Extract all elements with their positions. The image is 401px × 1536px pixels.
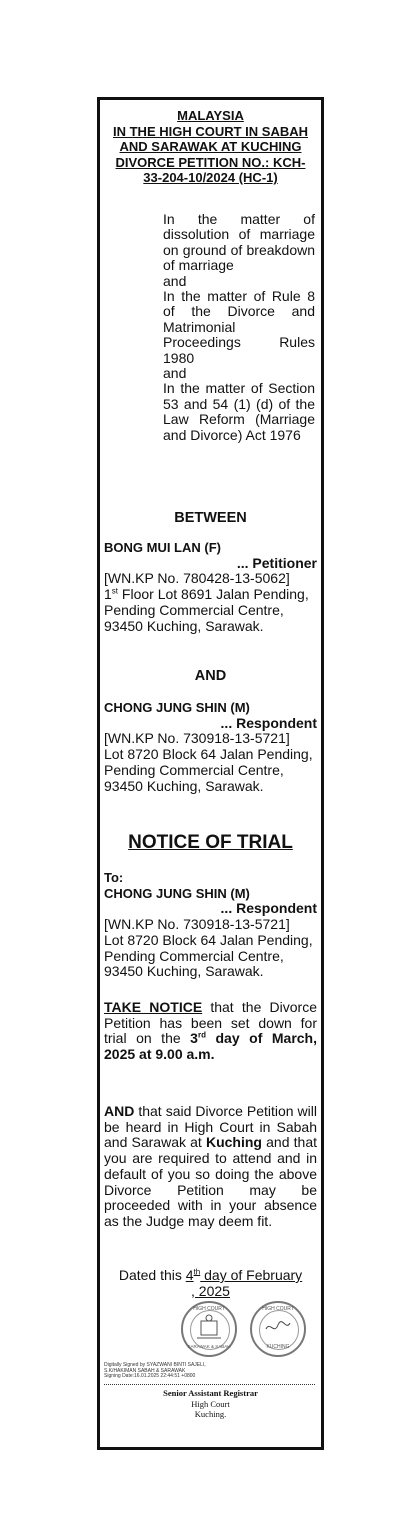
dated-line <box>104 1268 317 1299</box>
respondent-role: ... Respondent <box>220 714 317 731</box>
trial-date-sup: rd <box>197 1030 206 1040</box>
petitioner-name: BONG MUI LAN (F) <box>104 540 221 555</box>
header-line: IN THE HIGH COURT IN SABAH <box>113 123 308 139</box>
respondent-address-2: Pending Commercial Centre, <box>104 761 284 778</box>
petitioner-block <box>104 540 317 634</box>
matter-item: In the matter of Rule 8 of the Divorce and Matrimonial Proceedings Rules 1980 <box>163 288 315 366</box>
signatory-place: Kuching. <box>194 1409 227 1419</box>
and-that-paragraph <box>104 1104 317 1230</box>
addr-part: 1 <box>104 586 112 603</box>
header-line: DIVORCE PETITION NO.: KCH- <box>115 154 306 170</box>
signatory-block <box>104 1388 317 1420</box>
signatory-title: Senior Assistant Registrar <box>163 1388 258 1398</box>
to-label: To: <box>104 870 124 885</box>
and-that-lead: AND <box>104 1103 135 1119</box>
respondent-address-1: Lot 8720 Block 64 Jalan Pending, <box>104 746 313 763</box>
petitioner-role: ... Petitioner <box>236 554 317 571</box>
dated-text: Dated this <box>118 1267 186 1283</box>
trial-date: day of March, 2025 at 9.00 a.m. <box>104 1030 317 1063</box>
addressee-address-3: 93450 Kuching, Sarawak. <box>104 963 264 980</box>
and-that-text: and that you are required to attend and in default of you so doing the above Divorce Petition may be proceeded with in your absence as the Judge may deem fit. <box>104 1134 317 1229</box>
header-line: 33-204-10/2024 (HC-1) <box>143 170 278 185</box>
addr-sup: st <box>111 586 119 596</box>
seal-left-top-text: HIGH COURT <box>193 1306 225 1312</box>
matters-block <box>163 212 315 443</box>
signature-line <box>104 1384 315 1385</box>
dated-month: day of February <box>200 1267 303 1283</box>
petitioner-address-2: Pending Commercial Centre, <box>104 601 284 618</box>
digital-signature-info <box>104 1363 304 1380</box>
addressee-name: CHONG JUNG SHIN (M) <box>104 885 250 901</box>
addressee-id: [WN.KP No. 730918-13-5721] <box>104 916 290 933</box>
petitioner-address-1 <box>104 587 317 603</box>
trial-date: 3 <box>190 1030 198 1047</box>
between-heading: BETWEEN <box>174 510 247 526</box>
petitioner-address-3: 93450 Kuching, Sarawak. <box>104 617 264 634</box>
digital-sign-line: Signing Date:16.01.2025 22:44:51 +0800 <box>104 1373 196 1379</box>
digital-sign-line: S.K/HAKIMAN SABAH & SARAWAK <box>104 1367 186 1374</box>
addressee-address-2: Pending Commercial Centre, <box>104 947 284 964</box>
respondent-block <box>104 700 317 794</box>
dated-day: 4 <box>185 1267 194 1283</box>
dated-year: , 2025 <box>191 1282 230 1299</box>
matter-and: and <box>163 365 187 382</box>
respondent-id: [WN.KP No. 730918-13-5721] <box>104 730 290 747</box>
digital-sign-line: Digitally Signed by SYAZWANI BINTI SAJELI, <box>104 1362 206 1368</box>
matter-item: In the matter of Section 53 and 54 (1) (d) of the Law Reform (Marriage and Divorce) Act 1976 <box>163 380 315 443</box>
header-line: AND SARAWAK AT KUCHING <box>119 139 302 154</box>
addressee-block <box>104 870 317 980</box>
take-notice-paragraph <box>104 1000 317 1063</box>
dated-sup: th <box>193 1267 201 1277</box>
header-line: MALAYSIA <box>177 108 244 123</box>
matter-item: In the matter of dissolution of marriage on ground of breakdown of marriage <box>163 211 315 274</box>
court-place: Kuching <box>205 1134 262 1151</box>
respondent-address-3: 93450 Kuching, Sarawak. <box>104 777 264 794</box>
respondent-name: CHONG JUNG SHIN (M) <box>104 700 250 715</box>
take-notice-lead: TAKE NOTICE <box>104 999 203 1015</box>
notice-title: NOTICE OF TRIAL <box>128 832 293 853</box>
matter-and: and <box>163 272 187 289</box>
take-notice-text: that the Divorce Petition has been set down for trial on the <box>104 999 317 1047</box>
addressee-address-1: Lot 8720 Block 64 Jalan Pending, <box>104 931 313 948</box>
addressee-role: ... Respondent <box>220 900 317 917</box>
petitioner-id: [WN.KP No. 780428-13-5062] <box>104 570 290 587</box>
seal-right-bottom-text: KUCHING <box>266 1344 290 1350</box>
seal-left-bottom-text: SARAWAK & SABAH <box>187 1344 231 1349</box>
seal-right-top-text: HIGH COURT <box>262 1306 294 1312</box>
and-that-text: that said Divorce Petition will be heard in High Court in Sabah and Sarawak at <box>104 1103 317 1151</box>
court-seal-left <box>181 1301 237 1357</box>
court-header <box>104 108 317 186</box>
addr-part: Floor Lot 8691 Jalan Pending, <box>118 586 309 603</box>
and-heading: AND <box>194 668 227 684</box>
court-seal-right <box>250 1301 306 1357</box>
signatory-court: High Court <box>191 1398 230 1409</box>
